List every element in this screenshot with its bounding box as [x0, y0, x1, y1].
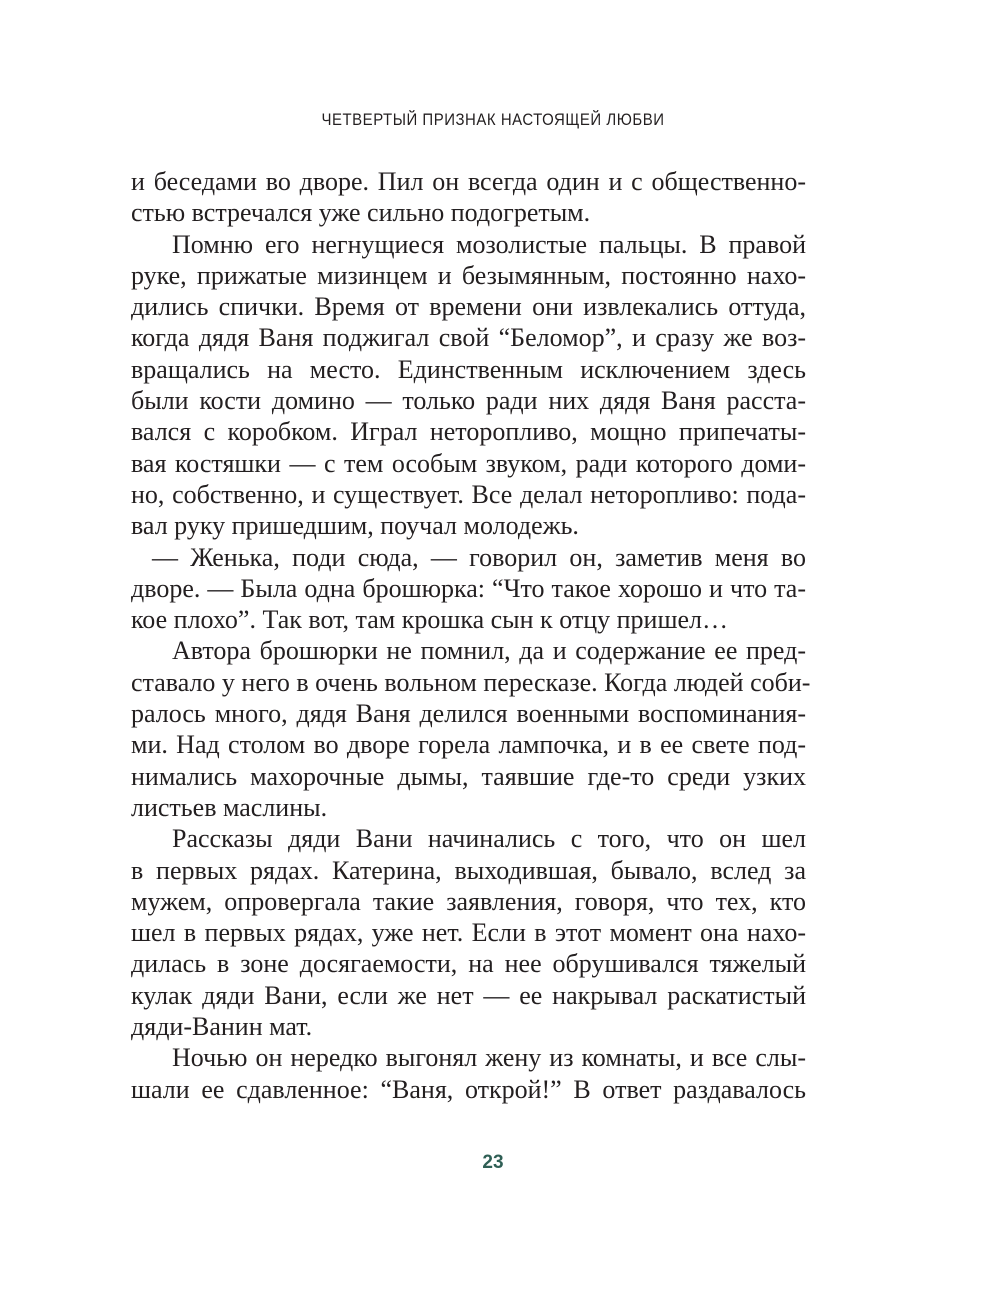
- text-line: ралось много, дядя Ваня делился военными воспоминания-: [131, 699, 806, 729]
- text-line: и беседами во дворе. Пил он всегда один и с общественно-: [131, 167, 806, 196]
- text-line: кое плохо”. Так вот, там крошка сын к отцу пришел…: [131, 605, 728, 635]
- text-line: дилась в зоне досягаемости, на нее обрушивался тяжелый: [131, 949, 806, 979]
- text-line: листьев маслины.: [131, 792, 328, 822]
- text-line: но, собственно, и существует. Все делал неторопливо: пода-: [131, 479, 806, 509]
- running-header: ЧЕТВЕРТЫЙ ПРИЗНАК НАСТОЯЩЕЙ ЛЮБВИ: [321, 110, 665, 129]
- text-line: Рассказы дяди Вани начинались с того, что он шел: [172, 824, 806, 854]
- text-line: вал руку пришедшим, поучал молодежь.: [131, 511, 579, 541]
- text-line: вался с коробком. Играл неторопливо, мощно припечаты-: [131, 417, 806, 447]
- text-line: Ночью он нередко выгонял жену из комнаты, и все слы-: [172, 1043, 806, 1073]
- text-line: вращались на место. Единственным исключением здесь: [131, 354, 806, 384]
- text-line: руке, прижатые мизинцем и безымянным, постоянно нахо-: [131, 260, 806, 290]
- text-line: мужем, опровергала такие заявления, говоря, что тех, кто: [131, 886, 806, 916]
- text-line: ми. Над столом во дворе горела лампочка, и в ее свете под-: [131, 730, 806, 760]
- text-line: нимались махорочные дымы, таявшие где-то среди узких: [131, 761, 806, 791]
- text-line: вая костяшки — с тем особым звуком, ради которого доми-: [131, 448, 806, 478]
- page-number: 23: [482, 1152, 504, 1173]
- text-line: шали ее сдавленное: “Ваня, открой!” В ответ раздавалось: [131, 1074, 806, 1104]
- text-line: — Женька, поди сюда, — говорил он, заметив меня во: [152, 542, 806, 572]
- text-line: дились спички. Время от времени они извлекались оттуда,: [131, 292, 806, 322]
- text-line: стью встречался уже сильно подогретым.: [131, 198, 591, 228]
- text-line: Помню его негнущиеся мозолистые пальцы. В правой: [172, 229, 806, 259]
- text-line: дворе. — Была одна брошюрка: “Что такое хорошо и что та-: [131, 573, 806, 603]
- text-line: дяди-Ванин мат.: [131, 1012, 313, 1042]
- text-line: кулак дяди Вани, если же нет — ее накрывал раскатистый: [131, 980, 806, 1010]
- body-text: [131, 166, 811, 1105]
- text-line: шел в первых рядах, уже нет. Если в этот момент она нахо-: [131, 918, 806, 948]
- text-line: ставало у него в очень вольном пересказе. Когда людей соби-: [131, 667, 811, 697]
- text-line: в первых рядах. Катерина, выходившая, бывало, вслед за: [131, 855, 806, 885]
- text-line: когда дядя Ваня поджигал свой “Беломор”, и сразу же воз-: [131, 323, 806, 353]
- text-line: были кости домино — только ради них дядя Ваня расста-: [131, 386, 806, 416]
- text-line: Автора брошюрки не помнил, да и содержание ее пред-: [172, 636, 806, 666]
